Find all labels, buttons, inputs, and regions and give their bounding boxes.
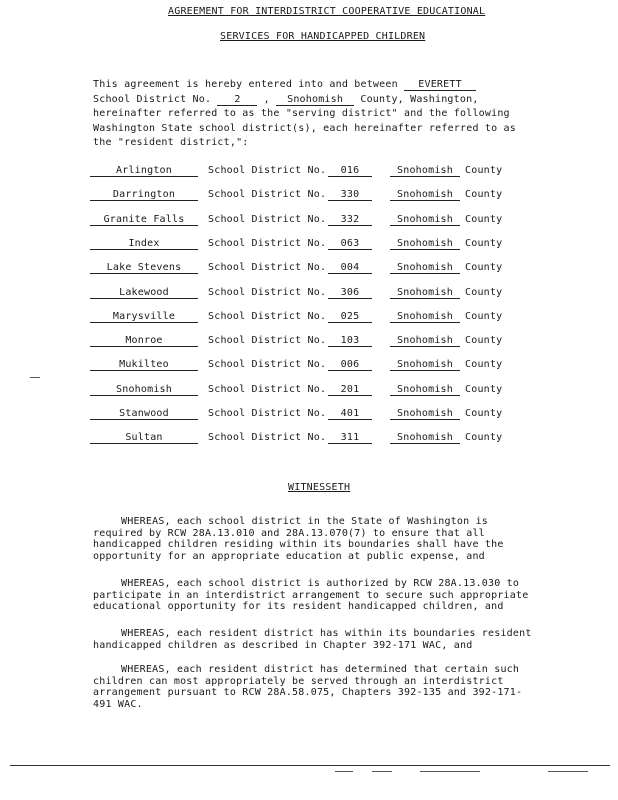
school-district-no-label: School District No. [208, 310, 327, 322]
school-district-no-label: School District No. [208, 335, 327, 347]
county-label: County [465, 408, 503, 419]
district-number-field: 063 [328, 238, 372, 250]
intro-text-6: the "resident district,": [93, 137, 249, 148]
serving-district-field: EVERETT [404, 79, 476, 91]
district-county-field: Snohomish [390, 311, 460, 323]
scan-mark [335, 771, 353, 772]
district-name-field: Marysville [90, 311, 198, 323]
intro-paragraph: This agreement is hereby entered into and between EVERETT School District No. 2 , Snohomish County, Washington, hereinafter referred to as the "serving district" and the following Washington State school district(s), each hereinafter referred to as the "resident district,": [93, 79, 516, 148]
document-title-line-1: AGREEMENT FOR INTERDISTRICT COOPERATIVE EDUCATIONAL [168, 6, 486, 17]
district-county-field: Snohomish [390, 262, 460, 274]
county-label: County [465, 165, 503, 176]
intro-text-1: This agreement is hereby entered into and between [93, 79, 398, 90]
county-label: County [465, 237, 503, 249]
district-name-field: Index [90, 238, 198, 250]
district-row [90, 384, 510, 398]
district-row [90, 165, 510, 179]
county-label: County [465, 359, 503, 371]
district-number-field: 016 [328, 165, 372, 177]
district-county-field: Snohomish [390, 335, 460, 347]
footer-rule [10, 765, 610, 766]
district-row [90, 287, 510, 301]
county-label: County [465, 286, 503, 298]
district-number-field: 332 [328, 214, 372, 226]
district-county-field: Snohomish [390, 238, 460, 250]
scan-mark [30, 377, 40, 378]
district-number-field: 401 [328, 408, 372, 420]
district-row [90, 408, 510, 422]
district-name-field: Arlington [90, 165, 198, 177]
county-label: County [465, 262, 503, 274]
district-county-field: Snohomish [390, 408, 460, 420]
district-row [90, 359, 510, 373]
school-district-no-label: School District No. [208, 408, 327, 419]
district-name-field: Monroe [90, 335, 198, 347]
intro-text-4: hereinafter referred to as the "serving district" and the following [93, 108, 510, 119]
district-name-field: Granite Falls [90, 214, 198, 226]
district-name-field: Stanwood [90, 408, 198, 420]
school-district-no-label: School District No. [208, 213, 327, 225]
intro-text-3: County, Washington, [360, 93, 479, 105]
intro-text-2: School District No. [93, 93, 212, 105]
district-row [90, 262, 510, 276]
district-county-field: Snohomish [390, 287, 460, 299]
school-district-no-label: School District No. [208, 432, 327, 444]
school-district-no-label: School District No. [208, 165, 327, 176]
district-number-field: 103 [328, 335, 372, 347]
serving-county-field: Snohomish [276, 94, 354, 106]
district-name-field: Lakewood [90, 287, 198, 299]
scan-mark [420, 771, 480, 772]
county-label: County [465, 310, 503, 322]
district-name-field: Snohomish [90, 384, 198, 396]
school-district-no-label: School District No. [208, 189, 327, 201]
district-name-field: Lake Stevens [90, 262, 198, 274]
district-county-field: Snohomish [390, 214, 460, 226]
document-title-line-2: SERVICES FOR HANDICAPPED CHILDREN [220, 31, 426, 42]
school-district-no-label: School District No. [208, 237, 327, 249]
district-number-field: 311 [328, 432, 372, 444]
district-row [90, 238, 510, 252]
whereas-paragraph-3: WHEREAS, each resident district has within its boundaries resident handicapped children as described in Chapter 392-171 WAC, and [93, 628, 532, 651]
district-number-field: 004 [328, 262, 372, 274]
district-name-field: Mukilteo [90, 359, 198, 371]
district-number-field: 330 [328, 189, 372, 201]
school-district-no-label: School District No. [208, 383, 327, 395]
district-number-field: 201 [328, 384, 372, 396]
county-label: County [465, 189, 503, 201]
intro-text-5: Washington State school district(s), each hereinafter referred to as [93, 122, 516, 134]
district-row [90, 214, 510, 228]
district-row [90, 335, 510, 349]
district-county-field: Snohomish [390, 384, 460, 396]
scan-mark [372, 771, 392, 772]
district-number-field: 006 [328, 359, 372, 371]
county-label: County [465, 432, 503, 444]
serving-district-number-field: 2 [217, 94, 257, 106]
witnesseth-heading: WITNESSETH [288, 482, 351, 493]
whereas-paragraph-2: WHEREAS, each school district is authorized by RCW 28A.13.030 to participate in an interdistrict arrangement to secure such appropriate educational opportunity for its resident handicapped children, and [93, 578, 529, 612]
district-number-field: 025 [328, 311, 372, 323]
county-label: County [465, 383, 503, 395]
scan-mark [548, 771, 588, 772]
school-district-no-label: School District No. [208, 286, 327, 298]
district-row [90, 189, 510, 203]
county-label: County [465, 213, 503, 225]
district-name-field: Darrington [90, 189, 198, 201]
school-district-no-label: School District No. [208, 262, 327, 274]
whereas-paragraph-4: WHEREAS, each resident district has determined that certain such children can most appropriately be served through an interdistrict arrangement pursuant to RCW 28A.58.075, Chapters 392-135 and 392-171-491 WAC. [93, 664, 523, 710]
county-label: County [465, 335, 503, 347]
school-district-no-label: School District No. [208, 359, 327, 371]
district-county-field: Snohomish [390, 189, 460, 201]
whereas-paragraph-1: WHEREAS, each school district in the State of Washington is required by RCW 28A.13.010 and 28A.13.070(7) to ensure that all handicapped children residing within its boundaries shall have the opportunity for an appropriate education at public expense, and [93, 516, 504, 562]
district-row [90, 432, 510, 446]
district-county-field: Snohomish [390, 432, 460, 444]
district-name-field: Sultan [90, 432, 198, 444]
district-county-field: Snohomish [390, 359, 460, 371]
district-number-field: 306 [328, 287, 372, 299]
district-county-field: Snohomish [390, 165, 460, 177]
district-row [90, 311, 510, 325]
